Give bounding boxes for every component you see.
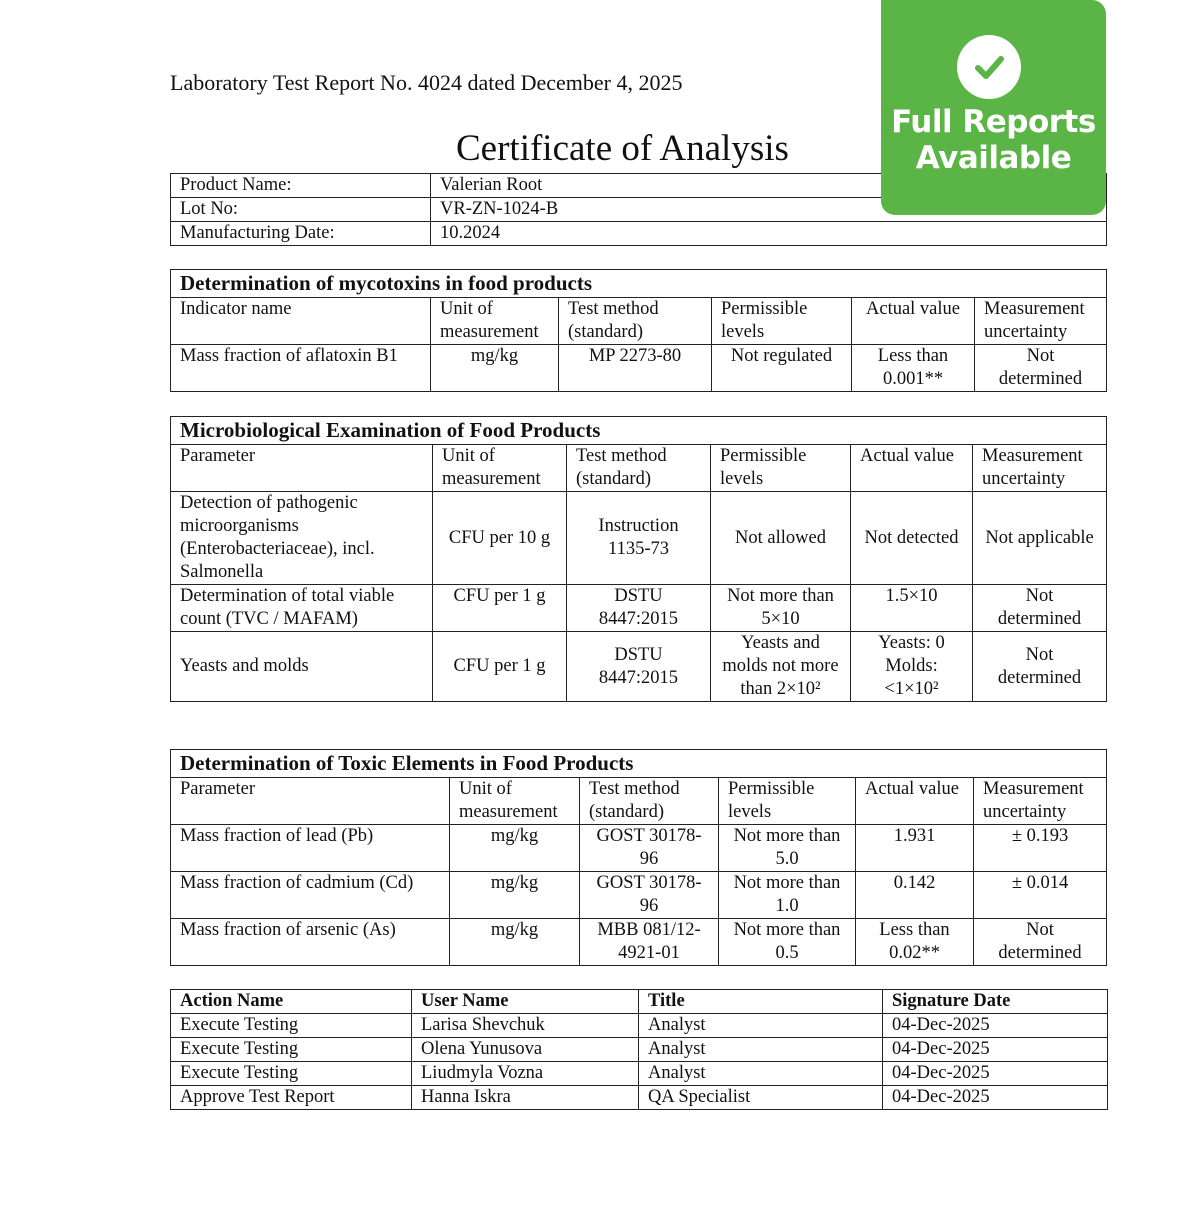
product-label: Lot No: bbox=[171, 198, 431, 222]
column-header: Test method (standard) bbox=[559, 298, 712, 345]
table-cell: Not determined bbox=[975, 345, 1107, 392]
table-row bbox=[171, 872, 1107, 919]
full-reports-badge[interactable] bbox=[881, 0, 1106, 215]
table-cell: mg/kg bbox=[450, 872, 580, 919]
table-cell: Olena Yunusova bbox=[412, 1038, 639, 1062]
header-row bbox=[171, 445, 1107, 492]
product-label: Product Name: bbox=[171, 174, 431, 198]
table-cell: Mass fraction of arsenic (As) bbox=[171, 919, 450, 966]
column-header: Permissible levels bbox=[719, 778, 856, 825]
table-cell: Not determined bbox=[973, 632, 1107, 702]
column-header: Title bbox=[639, 990, 883, 1014]
product-value: VR-ZN-1024-B bbox=[431, 198, 1107, 222]
column-header: Actual value bbox=[852, 298, 975, 345]
column-header: Measurement uncertainty bbox=[975, 298, 1107, 345]
table-cell: Analyst bbox=[639, 1062, 883, 1086]
table-cell: Yeasts and molds not more than 2×10² bbox=[711, 632, 851, 702]
table-cell: Liudmyla Vozna bbox=[412, 1062, 639, 1086]
column-header: Actual value bbox=[851, 445, 973, 492]
table-cell: Not applicable bbox=[973, 492, 1107, 585]
table-cell: Not more than 5.0 bbox=[719, 825, 856, 872]
table-row bbox=[171, 1086, 1108, 1110]
table-cell: MP 2273-80 bbox=[559, 345, 712, 392]
column-header: Parameter bbox=[171, 445, 433, 492]
table-cell: Not determined bbox=[973, 585, 1107, 632]
report-number-line: Laboratory Test Report No. 4024 dated December 4, 2025 bbox=[170, 70, 683, 95]
column-header: Measurement uncertainty bbox=[973, 445, 1107, 492]
table-row bbox=[171, 825, 1107, 872]
product-value: 10.2024 bbox=[431, 222, 1107, 246]
table-cell: Yeasts and molds bbox=[171, 632, 433, 702]
table-cell: Mass fraction of aflatoxin B1 bbox=[171, 345, 431, 392]
table-cell: DSTU 8447:2015 bbox=[567, 632, 711, 702]
column-header: Test method (standard) bbox=[567, 445, 711, 492]
column-header: Permissible levels bbox=[712, 298, 852, 345]
table-cell: CFU per 10 g bbox=[433, 492, 567, 585]
table-cell: GOST 30178-96 bbox=[580, 825, 719, 872]
badge-line-2: Available bbox=[915, 140, 1072, 176]
table-cell: mg/kg bbox=[450, 825, 580, 872]
table-cell: mg/kg bbox=[431, 345, 559, 392]
table-row bbox=[171, 492, 1107, 585]
table-cell: Not regulated bbox=[712, 345, 852, 392]
table-cell: Not more than 1.0 bbox=[719, 872, 856, 919]
table-cell: MBB 081/12-4921-01 bbox=[580, 919, 719, 966]
header-row bbox=[171, 990, 1108, 1014]
page-title: Certificate of Analysis bbox=[456, 128, 789, 169]
mycotoxins-table bbox=[170, 269, 1107, 392]
table-cell: Not determined bbox=[974, 919, 1107, 966]
table-cell: 04-Dec-2025 bbox=[883, 1062, 1108, 1086]
table-cell: DSTU 8447:2015 bbox=[567, 585, 711, 632]
column-header: Signature Date bbox=[883, 990, 1108, 1014]
table-cell: Less than 0.001** bbox=[852, 345, 975, 392]
table-cell: Mass fraction of lead (Pb) bbox=[171, 825, 450, 872]
check-icon bbox=[957, 35, 1021, 99]
table-cell: GOST 30178-96 bbox=[580, 872, 719, 919]
header-row bbox=[171, 298, 1107, 345]
table-cell: Detection of pathogenic microorganisms (Enterobacteriaceae), incl. Salmonella bbox=[171, 492, 433, 585]
table-cell: 1.931 bbox=[856, 825, 974, 872]
section-title: Microbiological Examination of Food Products bbox=[171, 417, 1107, 445]
table-cell: Execute Testing bbox=[171, 1038, 412, 1062]
table-cell: Hanna Iskra bbox=[412, 1086, 639, 1110]
table-row bbox=[171, 1038, 1108, 1062]
product-row bbox=[171, 222, 1107, 246]
table-row bbox=[171, 585, 1107, 632]
table-cell: Execute Testing bbox=[171, 1062, 412, 1086]
table-row bbox=[171, 1062, 1108, 1086]
column-header: Actual value bbox=[856, 778, 974, 825]
badge-line-1: Full Reports bbox=[891, 104, 1096, 140]
table-cell: 1.5×10 bbox=[851, 585, 973, 632]
table-row bbox=[171, 345, 1107, 392]
table-cell: Larisa Shevchuk bbox=[412, 1014, 639, 1038]
table-cell: 04-Dec-2025 bbox=[883, 1086, 1108, 1110]
column-header: Unit of measurement bbox=[433, 445, 567, 492]
table-cell: CFU per 1 g bbox=[433, 585, 567, 632]
table-cell: Yeasts: 0 Molds: <1×10² bbox=[851, 632, 973, 702]
table-cell: Not allowed bbox=[711, 492, 851, 585]
column-header: Unit of measurement bbox=[431, 298, 559, 345]
table-cell: ± 0.193 bbox=[974, 825, 1107, 872]
table-cell: Execute Testing bbox=[171, 1014, 412, 1038]
table-cell: Analyst bbox=[639, 1038, 883, 1062]
table-row bbox=[171, 919, 1107, 966]
table-cell: Determination of total viable count (TVC / MAFAM) bbox=[171, 585, 433, 632]
column-header: Unit of measurement bbox=[450, 778, 580, 825]
table-cell: Approve Test Report bbox=[171, 1086, 412, 1110]
table-cell: 04-Dec-2025 bbox=[883, 1014, 1108, 1038]
section-title: Determination of Toxic Elements in Food Products bbox=[171, 750, 1107, 778]
signatures-table bbox=[170, 989, 1108, 1110]
microbiological-table bbox=[170, 416, 1107, 702]
column-header: User Name bbox=[412, 990, 639, 1014]
table-cell: Instruction 1135-73 bbox=[567, 492, 711, 585]
column-header: Test method (standard) bbox=[580, 778, 719, 825]
column-header: Action Name bbox=[171, 990, 412, 1014]
table-cell: mg/kg bbox=[450, 919, 580, 966]
table-row bbox=[171, 632, 1107, 702]
table-cell: Mass fraction of cadmium (Cd) bbox=[171, 872, 450, 919]
column-header: Permissible levels bbox=[711, 445, 851, 492]
section-title: Determination of mycotoxins in food products bbox=[171, 270, 1107, 298]
table-row bbox=[171, 1014, 1108, 1038]
table-cell: ± 0.014 bbox=[974, 872, 1107, 919]
table-cell: QA Specialist bbox=[639, 1086, 883, 1110]
table-cell: Not more than 5×10 bbox=[711, 585, 851, 632]
column-header: Indicator name bbox=[171, 298, 431, 345]
header-row bbox=[171, 778, 1107, 825]
product-label: Manufacturing Date: bbox=[171, 222, 431, 246]
table-cell: 0.142 bbox=[856, 872, 974, 919]
table-cell: Not detected bbox=[851, 492, 973, 585]
table-cell: Analyst bbox=[639, 1014, 883, 1038]
toxic-elements-table bbox=[170, 749, 1107, 966]
table-cell: Less than 0.02** bbox=[856, 919, 974, 966]
column-header: Measurement uncertainty bbox=[974, 778, 1107, 825]
table-cell: CFU per 1 g bbox=[433, 632, 567, 702]
table-cell: 04-Dec-2025 bbox=[883, 1038, 1108, 1062]
table-cell: Not more than 0.5 bbox=[719, 919, 856, 966]
column-header: Parameter bbox=[171, 778, 450, 825]
product-value: Valerian Root bbox=[431, 174, 1107, 198]
